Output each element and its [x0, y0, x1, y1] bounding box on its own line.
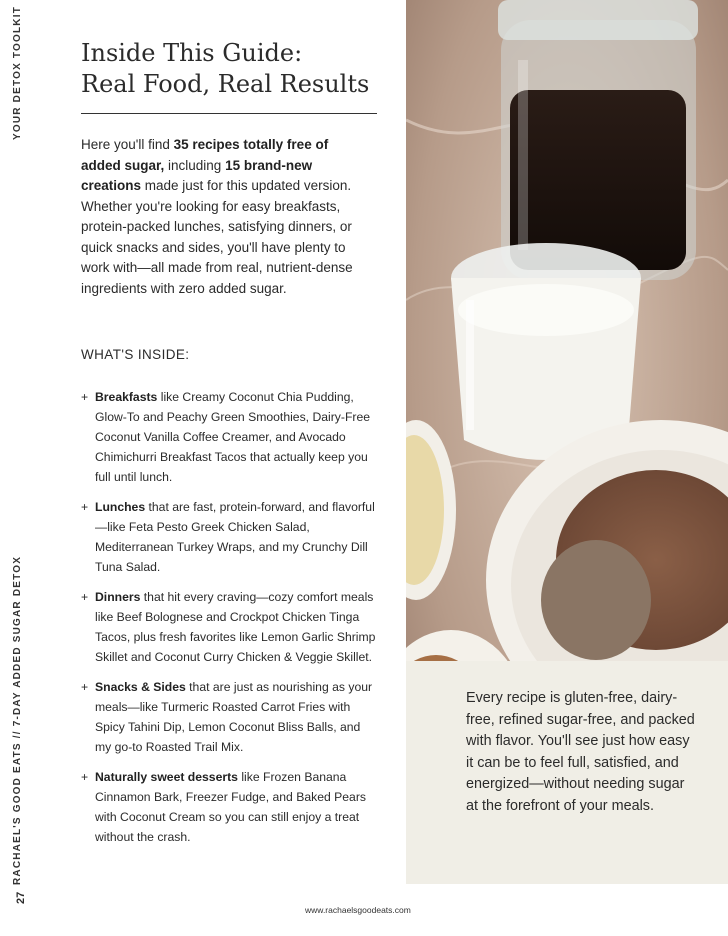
list-item-lunches: + Lunches that are fast, protein-forward, and flavorful—like Feta Pesto Greek Chicken Salad, Mediterranean Turkey Wraps, and my Crunchy Dill Tuna Salad. [81, 497, 376, 577]
plus-icon: + [81, 500, 89, 514]
title-divider [81, 113, 377, 114]
contents-list [81, 387, 376, 857]
list-item-desserts: + Naturally sweet desserts like Frozen Banana Cinnamon Bark, Freezer Fudge, and Baked Pears with Coconut Cream so you can still enjoy a treat without the crash. [81, 767, 376, 847]
list-item-snacks: + Snacks & Sides that are just as nourishing as your meals—like Turmeric Roasted Carrot Fries with Spicy Tahini Dip, Lemon Coconut Bliss Balls, and my go-to Roasted Trail Mix. [81, 677, 376, 757]
title-line-1: Inside This Guide: [81, 39, 303, 67]
coffee-jar [498, 0, 698, 280]
plus-icon: + [81, 590, 89, 604]
plus-icon: + [81, 680, 89, 694]
plus-icon: + [81, 770, 89, 784]
page-number: 27 [15, 891, 27, 904]
title-line-2: Real Food, Real Results [81, 70, 370, 98]
sidebar-section-label: YOUR DETOX TOOLKIT [12, 5, 23, 140]
callout-text: Every recipe is gluten-free, dairy-free, refined sugar-free, and packed with flavor. You'll see just how easy it can be to feel full, satisfied, and energized—without needing sugar at the forefront of your meals. [466, 690, 695, 814]
intro-paragraph: Here you'll find 35 recipes totally free of added sugar, including 15 brand-new creations made just for this updated version. Whether you're looking for easy breakfasts, protein-packed lunches, satisfying dinners, or quick snacks and sides, you'll have plenty to work with—all made from real, nutrient-dense ingredients with zero added sugar. [81, 137, 353, 296]
list-item-breakfasts: + Breakfasts like Creamy Coconut Chia Pudding, Glow-To and Peachy Green Smoothies, Dairy-Free Coconut Vanilla Coffee Creamer, and Avocado Chimichurri Breakfast Tacos that actually keep you full until lunch. [81, 387, 376, 487]
whats-inside-heading: WHAT'S INSIDE: [81, 347, 190, 362]
footer-website: www.rachaelsgoodeats.com [305, 905, 411, 915]
plus-icon: + [81, 390, 89, 404]
page-title [81, 38, 381, 100]
list-item-dinners: + Dinners that hit every craving—cozy comfort meals like Beef Bolognese and Crockpot Chicken Tinga Tacos, plus fresh favorites like Lemon Garlic Shrimp Skillet and Coconut Curry Chicken & Veggie Skillet. [81, 587, 376, 667]
sidebar-book-label: RACHAEL'S GOOD EATS // 7-DAY ADDED SUGAR DETOX [12, 555, 23, 885]
